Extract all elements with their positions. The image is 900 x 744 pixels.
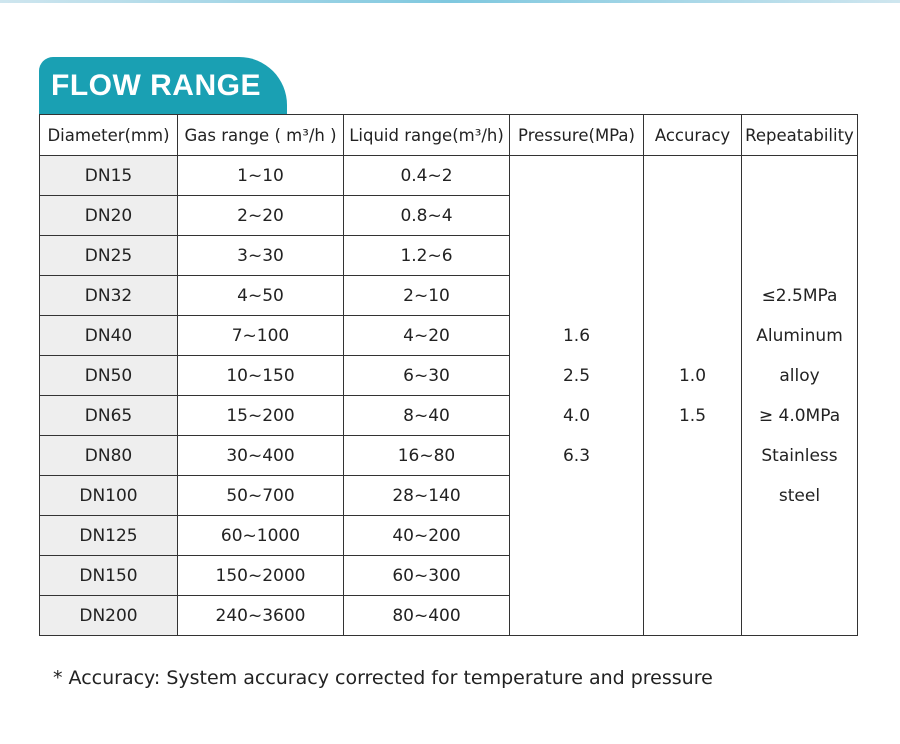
header-liquid-range: Liquid range(m³/h) bbox=[344, 115, 510, 156]
cell-liquid-range: 4~20 bbox=[344, 316, 510, 356]
cell-gas-range: 60~1000 bbox=[178, 516, 344, 556]
cell-liquid-range: 16~80 bbox=[344, 436, 510, 476]
cell-diameter: DN200 bbox=[40, 596, 178, 636]
cell-diameter: DN125 bbox=[40, 516, 178, 556]
cell-gas-range: 2~20 bbox=[178, 196, 344, 236]
cell-liquid-range: 2~10 bbox=[344, 276, 510, 316]
accuracy-value: 1.0 bbox=[678, 365, 707, 386]
pressure-value: 6.3 bbox=[562, 445, 591, 466]
cell-liquid-range: 0.4~2 bbox=[344, 156, 510, 196]
cell-pressure-values bbox=[510, 156, 644, 636]
cell-diameter: DN25 bbox=[40, 236, 178, 276]
cell-gas-range: 150~2000 bbox=[178, 556, 344, 596]
repeatability-value: ≤2.5MPa bbox=[761, 285, 838, 306]
cell-gas-range: 1~10 bbox=[178, 156, 344, 196]
cell-diameter: DN100 bbox=[40, 476, 178, 516]
repeatability-value: Stainless bbox=[761, 445, 838, 466]
header-repeatability: Repeatability bbox=[742, 115, 858, 156]
pressure-value: 4.0 bbox=[562, 405, 591, 426]
cell-liquid-range: 8~40 bbox=[344, 396, 510, 436]
accuracy-footnote: * Accuracy: System accuracy corrected for temperature and pressure bbox=[53, 667, 713, 689]
pressure-value: 2.5 bbox=[562, 365, 591, 386]
cell-gas-range: 4~50 bbox=[178, 276, 344, 316]
cell-gas-range: 10~150 bbox=[178, 356, 344, 396]
cell-gas-range: 30~400 bbox=[178, 436, 344, 476]
header-diameter: Diameter(mm) bbox=[40, 115, 178, 156]
cell-gas-range: 240~3600 bbox=[178, 596, 344, 636]
cell-liquid-range: 0.8~4 bbox=[344, 196, 510, 236]
repeatability-value: ≥ 4.0MPa bbox=[758, 405, 841, 426]
cell-diameter: DN150 bbox=[40, 556, 178, 596]
cell-repeatability-values bbox=[742, 156, 858, 636]
repeatability-value: alloy bbox=[779, 365, 820, 386]
repeatability-value: steel bbox=[778, 485, 821, 506]
cell-diameter: DN50 bbox=[40, 356, 178, 396]
cell-accuracy-values bbox=[644, 156, 742, 636]
cell-diameter: DN32 bbox=[40, 276, 178, 316]
table-row bbox=[40, 156, 858, 196]
cell-diameter: DN80 bbox=[40, 436, 178, 476]
header-gas-range: Gas range ( m³/h ) bbox=[178, 115, 344, 156]
flow-range-table bbox=[39, 114, 858, 636]
cell-diameter: DN15 bbox=[40, 156, 178, 196]
cell-liquid-range: 1.2~6 bbox=[344, 236, 510, 276]
header-pressure: Pressure(MPa) bbox=[510, 115, 644, 156]
cell-liquid-range: 80~400 bbox=[344, 596, 510, 636]
cell-gas-range: 15~200 bbox=[178, 396, 344, 436]
cell-gas-range: 3~30 bbox=[178, 236, 344, 276]
cell-liquid-range: 60~300 bbox=[344, 556, 510, 596]
cell-liquid-range: 6~30 bbox=[344, 356, 510, 396]
cell-liquid-range: 28~140 bbox=[344, 476, 510, 516]
top-divider-line bbox=[0, 0, 900, 3]
accuracy-value: 1.5 bbox=[678, 405, 707, 426]
cell-liquid-range: 40~200 bbox=[344, 516, 510, 556]
pressure-value: 1.6 bbox=[562, 325, 591, 346]
table-body bbox=[40, 156, 858, 636]
header-accuracy: Accuracy bbox=[644, 115, 742, 156]
table-header-row bbox=[40, 115, 858, 156]
page-title: FLOW RANGE bbox=[51, 68, 261, 102]
title-tab bbox=[39, 57, 287, 114]
repeatability-value: Aluminum bbox=[756, 325, 843, 346]
cell-diameter: DN20 bbox=[40, 196, 178, 236]
cell-gas-range: 50~700 bbox=[178, 476, 344, 516]
cell-diameter: DN65 bbox=[40, 396, 178, 436]
cell-gas-range: 7~100 bbox=[178, 316, 344, 356]
cell-diameter: DN40 bbox=[40, 316, 178, 356]
